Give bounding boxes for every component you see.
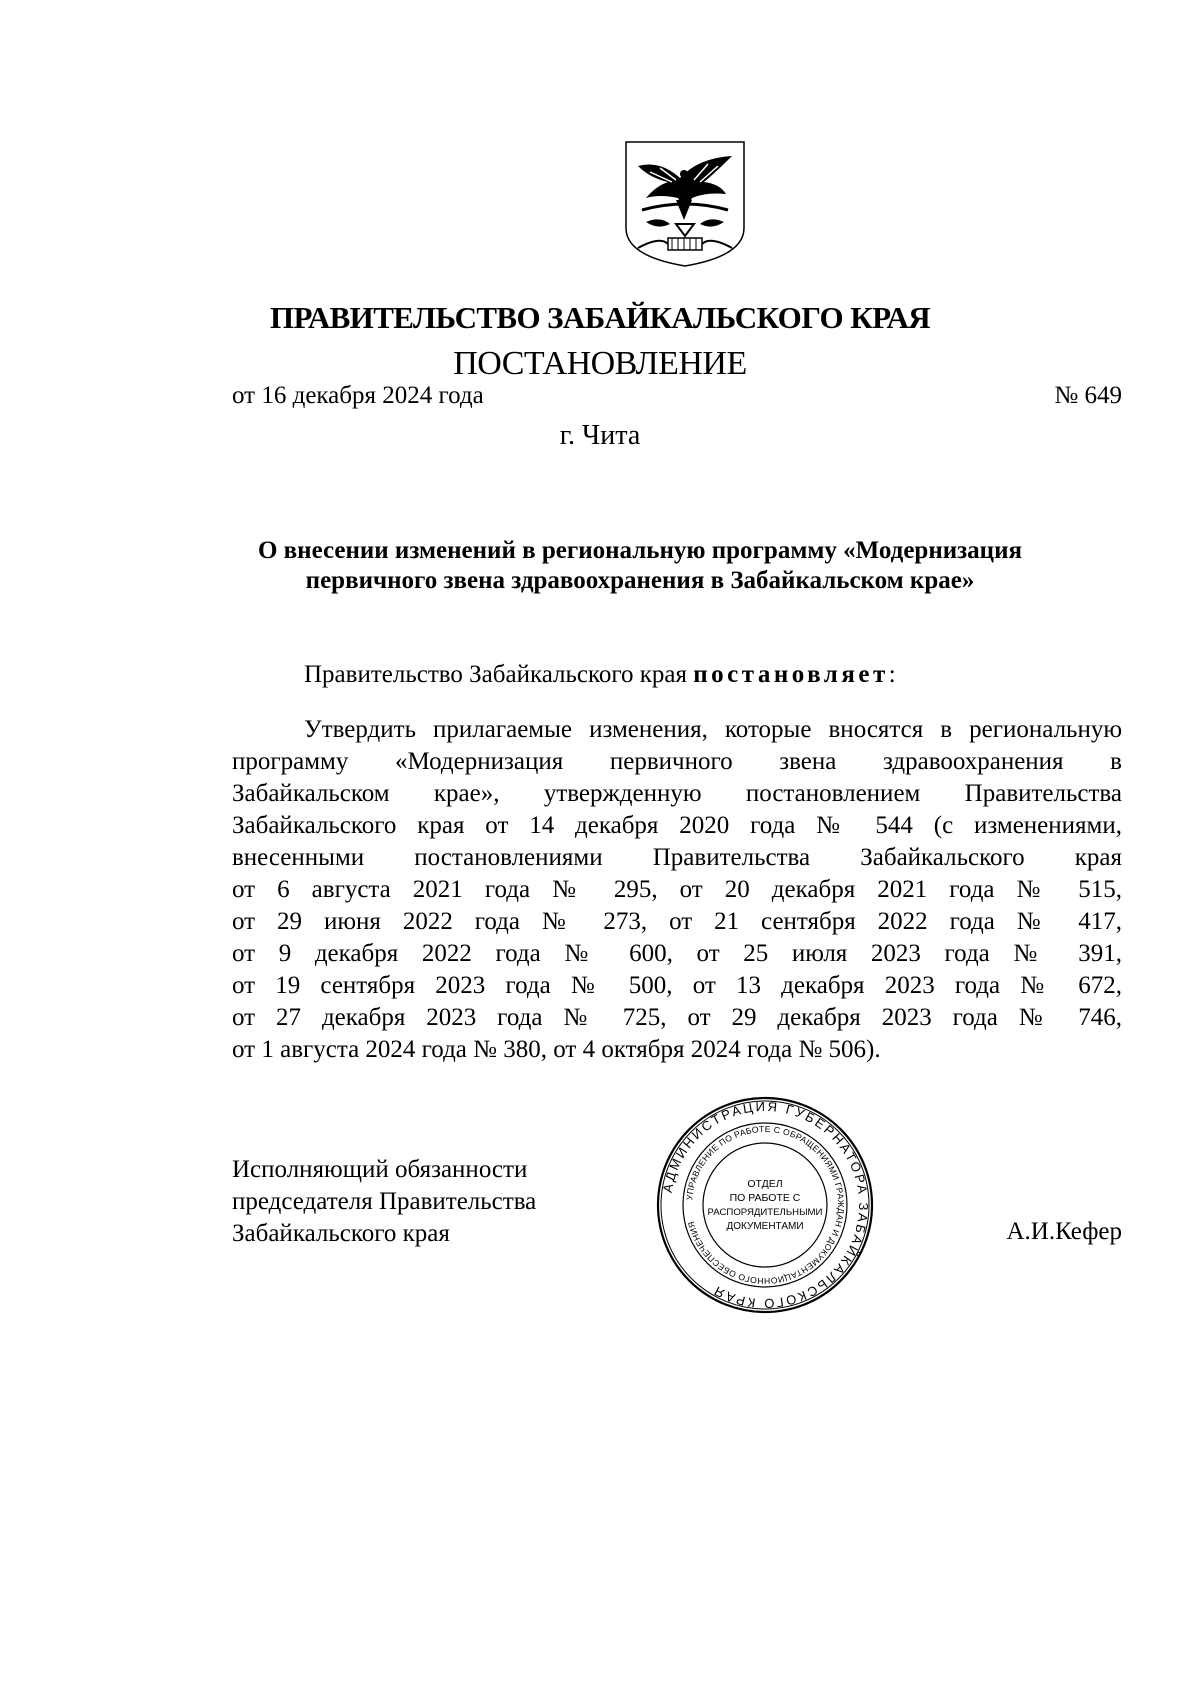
body-line: от 27 декабря 2023 года № 725, от 29 декабря 2023 года № 746, bbox=[232, 1004, 1122, 1031]
body-line: Забайкальского края от 14 декабря 2020 года № 544 (с изменениями, bbox=[232, 812, 1122, 839]
document-city: г. Чита bbox=[559, 420, 641, 451]
body-line: от 9 декабря 2022 года № 600, от 25 июля 2023 года № 391, bbox=[232, 940, 1122, 967]
coat-of-arms-icon bbox=[620, 138, 750, 270]
official-stamp bbox=[655, 1095, 875, 1315]
stamp-center-line: ПО РАБОТЕ С bbox=[729, 1192, 801, 1204]
signatory-line: Забайкальского края bbox=[232, 1220, 450, 1247]
signatory-line: Исполняющий обязанности bbox=[232, 1156, 528, 1183]
document-number: № 649 bbox=[1054, 382, 1122, 409]
stamp-center-line: РАСПОРЯДИТЕЛЬНЫМИ bbox=[707, 1207, 823, 1218]
government-heading: ПРАВИТЕЛЬСТВО ЗАБАЙКАЛЬСКОГО КРАЯ bbox=[269, 300, 931, 335]
stamp-inner-text: УПРАВЛЕНИЕ ПО РАБОТЕ С ОБРАЩЕНИЯМИ ГРАЖДАН И ДОКУМЕНТАЦИОННОГО ОБЕСПЕЧЕНИЯ bbox=[684, 1123, 847, 1287]
body-line: от 29 июня 2022 года № 273, от 21 сентября 2022 года № 417, bbox=[232, 908, 1122, 935]
body-paragraph bbox=[232, 714, 1122, 1066]
document-title bbox=[200, 536, 1080, 596]
preamble-verb: постановляет bbox=[693, 661, 889, 688]
stamp-center-line: ДОКУМЕНТАМИ bbox=[726, 1221, 804, 1232]
document-title-line: первичного звена здравоохранения в Забайкальском крае» bbox=[305, 567, 975, 594]
signatory-position bbox=[232, 1154, 536, 1250]
document-date: от 16 декабря 2024 года bbox=[232, 382, 484, 409]
stamp-center-line: ОТДЕЛ bbox=[747, 1178, 783, 1190]
body-line: от 19 сентября 2023 года № 500, от 13 декабря 2023 года № 672, bbox=[232, 972, 1122, 999]
preamble-text: Правительство Забайкальского края bbox=[304, 661, 694, 688]
document-title-line: О внесении изменений в региональную программу «Модернизация bbox=[257, 537, 1023, 564]
body-line: от 6 августа 2021 года № 295, от 20 декабря 2021 года № 515, bbox=[232, 876, 1122, 903]
body-line: программу «Модернизация первичного звена здравоохранения в bbox=[232, 748, 1122, 775]
svg-text:УПРАВЛЕНИЕ ПО РАБОТЕ С ОБРАЩЕН bbox=[684, 1124, 846, 1286]
body-line: Забайкальском крае», утвержденную постановлением Правительства bbox=[232, 780, 1122, 807]
signatory-line: председателя Правительства bbox=[232, 1188, 537, 1215]
stamp-outer-text: АДМИНИСТРАЦИЯ ГУБЕРНАТОРА ЗАБАЙКАЛЬСКОГО КРАЯ bbox=[659, 1098, 872, 1312]
preamble bbox=[304, 661, 896, 689]
body-line: Утвердить прилагаемые изменения, которые вносятся в региональную bbox=[304, 716, 1122, 743]
document-type: ПОСТАНОВЛЕНИЕ bbox=[453, 345, 747, 382]
signatory-name: А.И.Кефер bbox=[1006, 1218, 1122, 1245]
body-line: внесенными постановлениями Правительства Забайкальского края bbox=[232, 844, 1122, 871]
preamble-colon: : bbox=[888, 661, 896, 688]
body-line: от 1 августа 2024 года № 380, от 4 октября 2024 года № 506). bbox=[232, 1036, 881, 1063]
